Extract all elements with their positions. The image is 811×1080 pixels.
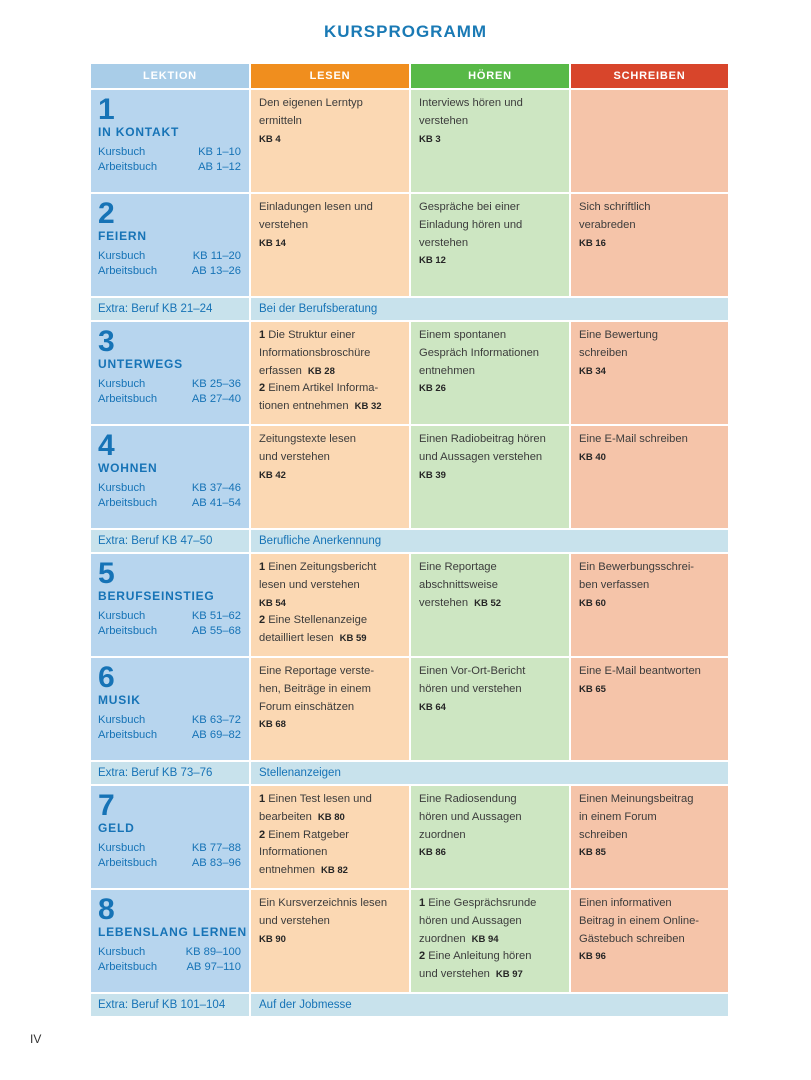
- cell-line: [259, 716, 401, 734]
- cell-line: [419, 809, 561, 827]
- kb-reference: KB 86: [419, 847, 446, 859]
- cell-line: [579, 431, 720, 449]
- cell-text: Zeitungstexte lesen: [259, 433, 357, 445]
- cell-text: Eine E-Mail schreiben: [579, 433, 688, 445]
- cell-line: [419, 844, 561, 862]
- header-lektion: LEKTION: [91, 64, 249, 88]
- cell-line: [259, 791, 401, 809]
- cell-line: [579, 577, 720, 595]
- cell-line: [259, 217, 401, 235]
- cell-text: Den eigenen Lerntyp: [259, 97, 363, 109]
- lesson-number: 8: [98, 893, 115, 926]
- cell-text: tionen entnehmen: [259, 400, 349, 413]
- page-title: KURSPROGRAMM: [323, 22, 488, 41]
- schreiben-cell: [571, 786, 728, 888]
- kb-reference: KB 3: [419, 133, 441, 145]
- kursbuch-line: [98, 378, 241, 390]
- lesen-cell: [251, 90, 409, 192]
- cell-line: [419, 699, 561, 717]
- cell-line: [579, 844, 720, 862]
- cell-line: [259, 380, 401, 398]
- lesen-cell: [251, 786, 409, 888]
- arbeitsbuch-line: [98, 161, 241, 173]
- lesson-name: UNTERWEGS: [98, 357, 183, 371]
- cell-line: [259, 363, 401, 381]
- cell-text: Gespräch Informationen: [419, 346, 540, 359]
- cell-line: [419, 217, 561, 235]
- kb-reference: KB 26: [419, 383, 446, 395]
- arbeitsbuch-label: Arbeitsbuch: [98, 857, 158, 869]
- arbeitsbuch-label: Arbeitsbuch: [98, 393, 158, 405]
- hoeren-cell: [411, 426, 569, 528]
- hoeren-cell: [411, 194, 569, 296]
- schreiben-cell: [571, 90, 728, 192]
- kb-reference: KB 60: [579, 597, 606, 609]
- cell-line: [419, 931, 561, 949]
- cell-line: [259, 699, 401, 717]
- cell-text: verstehen: [259, 218, 309, 231]
- extra-beruf-topic: Bei der Berufsberatung: [251, 298, 728, 320]
- item-number: 1: [259, 793, 269, 805]
- kursbuch-line: [98, 250, 241, 262]
- cell-line: [579, 559, 720, 577]
- cell-line: [579, 345, 720, 363]
- cell-line: [259, 113, 401, 131]
- cell-line: [259, 467, 401, 485]
- cell-text: Einladung hören und: [419, 218, 523, 231]
- kb-reference: KB 39: [419, 469, 446, 481]
- cell-line: [579, 595, 720, 613]
- cell-text: Gästebuch schreiben: [579, 932, 685, 945]
- item-number: 2: [419, 950, 429, 963]
- kursbuch-line: [98, 714, 241, 726]
- cell-text: Beitrag in einem Online-: [579, 914, 700, 927]
- cell-text: Einen Zeitungsbericht: [268, 561, 377, 573]
- cell-text: und verstehen: [259, 450, 330, 463]
- cell-text: detailliert lesen: [259, 632, 334, 645]
- cell-text: entnehmen: [419, 364, 475, 377]
- cell-line: [259, 827, 401, 845]
- lesson-name: GELD: [98, 821, 135, 835]
- cell-line: [259, 449, 401, 467]
- cell-line: [579, 327, 720, 345]
- cell-line: [419, 948, 561, 966]
- cell-text: Ein Bewerbungsschrei-: [579, 561, 695, 573]
- kursbuch-line: [98, 482, 241, 494]
- kursbuch-label: Kursbuch: [98, 842, 146, 854]
- lesson-cell: [91, 426, 249, 528]
- item-number: 2: [259, 828, 269, 841]
- extra-beruf-label: Extra: Beruf KB 47–50: [91, 530, 249, 552]
- lesson-cell: [91, 658, 249, 760]
- cell-line: [419, 966, 561, 984]
- cell-line: [419, 681, 561, 699]
- kb-reference: KB 28: [307, 365, 335, 377]
- lesen-cell: [251, 658, 409, 760]
- kursbuch-pages: KB 51–62: [191, 610, 241, 622]
- extra-beruf-label: Extra: Beruf KB 21–24: [91, 298, 249, 320]
- cell-line: [419, 595, 561, 613]
- arbeitsbuch-line: [98, 625, 241, 637]
- lesson-name: IN KONTAKT: [98, 125, 180, 139]
- arbeitsbuch-pages: AB 97–110: [186, 961, 241, 973]
- schreiben-cell: [571, 426, 728, 528]
- cell-text: entnehmen: [259, 864, 315, 877]
- extra-beruf-label: Extra: Beruf KB 101–104: [91, 994, 249, 1016]
- lesson-name: LEBENSLANG LERNEN: [98, 925, 247, 939]
- hoeren-cell: [411, 322, 569, 424]
- cell-line: [419, 327, 561, 345]
- lesen-cell: [251, 322, 409, 424]
- cell-line: [419, 467, 561, 485]
- cell-line: [259, 895, 401, 913]
- arbeitsbuch-line: [98, 265, 241, 277]
- kursbuch-pages: KB 77–88: [191, 842, 241, 854]
- lesen-cell: [251, 194, 409, 296]
- cell-line: [419, 199, 561, 217]
- cell-text: Ein Kursverzeichnis lesen: [259, 897, 388, 909]
- cell-line: [419, 663, 561, 681]
- cell-text: hören und Aussagen: [419, 810, 522, 823]
- kb-reference: KB 64: [419, 701, 446, 713]
- kb-reference: KB 14: [259, 237, 286, 249]
- arbeitsbuch-label: Arbeitsbuch: [98, 729, 158, 741]
- cell-line: [419, 791, 561, 809]
- cell-text: Eine Reportage: [419, 561, 497, 573]
- lesson-cell: [91, 90, 249, 192]
- kb-reference: KB 4: [259, 133, 281, 145]
- cell-line: [419, 895, 561, 913]
- kb-reference: KB 42: [259, 469, 286, 481]
- kursbuch-pages: KB 89–100: [185, 946, 241, 958]
- schreiben-cell: [571, 194, 728, 296]
- item-number: 1: [259, 561, 269, 573]
- cell-line: [579, 948, 720, 966]
- lesson-cell: [91, 786, 249, 888]
- lesson-cell: [91, 322, 249, 424]
- kursbuch-pages: KB 37–46: [191, 482, 241, 494]
- lesson-name: MUSIK: [98, 693, 141, 707]
- kb-reference: KB 40: [579, 451, 606, 463]
- kursbuch-label: Kursbuch: [98, 714, 146, 726]
- header-hoeren: HÖREN: [411, 64, 569, 88]
- lesson-cell: [91, 554, 249, 656]
- kursbuch-label: Kursbuch: [98, 378, 146, 390]
- cell-line: [259, 559, 401, 577]
- arbeitsbuch-label: Arbeitsbuch: [98, 161, 158, 173]
- cell-line: [579, 199, 720, 217]
- cell-text: Einem Artikel Informa-: [268, 382, 379, 395]
- hoeren-cell: [411, 890, 569, 992]
- cell-text: verstehen: [419, 114, 469, 127]
- cell-line: [259, 913, 401, 931]
- lesson-name: BERUFSEINSTIEG: [98, 589, 215, 603]
- kb-reference: KB 54: [259, 597, 286, 609]
- lesen-cell: [251, 890, 409, 992]
- cell-line: [259, 577, 401, 595]
- item-number: 1: [419, 897, 429, 909]
- arbeitsbuch-pages: AB 83–96: [191, 857, 241, 869]
- lesson-number: 4: [98, 429, 115, 462]
- cell-line: [259, 595, 401, 613]
- cell-text: hören und verstehen: [419, 682, 522, 695]
- kb-reference: KB 90: [259, 933, 286, 945]
- cell-line: [259, 630, 401, 648]
- cell-text: abschnittsweise: [419, 578, 498, 591]
- cell-line: [259, 844, 401, 862]
- kb-reference: KB 94: [471, 933, 499, 945]
- cell-text: Einen Radiobeitrag hören: [419, 433, 546, 445]
- cell-text: verabreden: [579, 218, 636, 231]
- cell-text: hen, Beiträge in einem: [259, 682, 371, 695]
- arbeitsbuch-label: Arbeitsbuch: [98, 961, 158, 973]
- arbeitsbuch-pages: AB 13–26: [191, 265, 241, 277]
- arbeitsbuch-line: [98, 961, 241, 973]
- cell-line: [419, 363, 561, 381]
- arbeitsbuch-label: Arbeitsbuch: [98, 497, 158, 509]
- cell-text: Einen Test lesen und: [268, 793, 372, 805]
- lesson-number: 3: [98, 325, 115, 358]
- cell-line: [259, 398, 401, 416]
- cell-line: [579, 895, 720, 913]
- cell-line: [579, 827, 720, 845]
- extra-beruf-topic: Berufliche Anerkennung: [251, 530, 728, 552]
- cell-line: [419, 913, 561, 931]
- kursbuch-pages: KB 1–10: [198, 146, 241, 158]
- kursbuch-label: Kursbuch: [98, 610, 146, 622]
- cell-line: [579, 363, 720, 381]
- cell-line: [259, 862, 401, 880]
- kb-reference: KB 85: [579, 847, 606, 859]
- kursbuch-line: [98, 842, 241, 854]
- cell-text: schreiben: [579, 828, 628, 841]
- arbeitsbuch-pages: AB 55–68: [191, 625, 241, 637]
- cell-text: Einem spontanen: [419, 329, 507, 341]
- cell-text: Sich schriftlich: [579, 201, 651, 213]
- cell-line: [259, 809, 401, 827]
- cell-line: [259, 327, 401, 345]
- cell-line: [259, 199, 401, 217]
- cell-line: [579, 449, 720, 467]
- kb-reference: KB 65: [579, 683, 606, 695]
- cell-line: [419, 827, 561, 845]
- arbeitsbuch-pages: AB 1–12: [198, 161, 241, 173]
- cell-line: [419, 252, 561, 270]
- cell-text: schreiben: [579, 346, 628, 359]
- cell-text: Eine Reportage verste-: [259, 665, 375, 677]
- cell-text: verstehen: [419, 596, 469, 609]
- hoeren-cell: [411, 786, 569, 888]
- lesson-number: 7: [98, 789, 115, 822]
- cell-text: ermitteln: [259, 114, 302, 127]
- cell-text: Eine Gesprächsrunde: [428, 897, 537, 909]
- cell-line: [259, 431, 401, 449]
- extra-beruf-topic: Stellenanzeigen: [251, 762, 728, 784]
- cell-line: [419, 380, 561, 398]
- schreiben-cell: [571, 890, 728, 992]
- cell-text: lesen und verstehen: [259, 578, 360, 591]
- kb-reference: KB 12: [419, 255, 446, 267]
- cell-text: Eine Stellenanzeige: [268, 614, 368, 627]
- item-number: 2: [259, 382, 269, 395]
- arbeitsbuch-line: [98, 393, 241, 405]
- kb-reference: KB 59: [339, 633, 367, 645]
- cell-line: [579, 913, 720, 931]
- arbeitsbuch-pages: AB 41–54: [191, 497, 241, 509]
- cell-line: [579, 663, 720, 681]
- lesson-number: 5: [98, 557, 115, 590]
- schreiben-cell: [571, 322, 728, 424]
- cell-line: [579, 791, 720, 809]
- cell-text: Gespräche bei einer: [419, 201, 520, 213]
- schreiben-cell: [571, 554, 728, 656]
- cell-text: Die Struktur einer: [268, 329, 356, 341]
- kb-reference: KB 82: [320, 865, 348, 877]
- lesson-number: 6: [98, 661, 115, 694]
- page-number: IV: [30, 1032, 42, 1046]
- hoeren-cell: [411, 90, 569, 192]
- cell-line: [419, 113, 561, 131]
- header-lesen: LESEN: [251, 64, 409, 88]
- kursbuch-pages: KB 63–72: [191, 714, 241, 726]
- cell-line: [419, 431, 561, 449]
- lesson-name: FEIERN: [98, 229, 147, 243]
- lesson-cell: [91, 890, 249, 992]
- arbeitsbuch-line: [98, 497, 241, 509]
- cell-line: [419, 235, 561, 253]
- cell-line: [259, 235, 401, 253]
- kursbuch-line: [98, 146, 241, 158]
- schreiben-cell: [571, 658, 728, 760]
- cell-text: Einen informativen: [579, 897, 672, 909]
- arbeitsbuch-line: [98, 729, 241, 741]
- lesson-name: WOHNEN: [98, 461, 158, 475]
- cell-text: und verstehen: [419, 968, 490, 981]
- lesson-number: 1: [98, 93, 115, 126]
- hoeren-cell: [411, 658, 569, 760]
- cell-text: Einen Vor-Ort-Bericht: [419, 665, 526, 677]
- item-number: 1: [259, 329, 269, 341]
- cell-text: Eine Bewertung: [579, 329, 658, 341]
- header-schreiben: SCHREIBEN: [571, 64, 728, 88]
- cell-text: zuordnen: [419, 932, 466, 945]
- cell-text: zuordnen: [419, 828, 466, 841]
- kursbuch-label: Kursbuch: [98, 250, 146, 262]
- cell-line: [419, 559, 561, 577]
- kursbuch-pages: KB 11–20: [192, 250, 241, 262]
- cell-line: [259, 131, 401, 149]
- cell-text: erfassen: [259, 364, 302, 377]
- cell-text: bearbeiten: [259, 810, 312, 823]
- kursbuch-label: Kursbuch: [98, 482, 146, 494]
- kb-reference: KB 34: [579, 365, 606, 377]
- lesson-number: 2: [98, 197, 115, 230]
- cell-text: Informationsbroschüre: [259, 346, 371, 359]
- cell-text: hören und Aussagen: [419, 914, 522, 927]
- cell-line: [579, 235, 720, 253]
- cell-text: Eine Anleitung hören: [428, 950, 532, 963]
- cell-line: [579, 681, 720, 699]
- cell-text: in einem Forum: [579, 810, 657, 823]
- kursbuch-label: Kursbuch: [98, 946, 146, 958]
- lesen-cell: [251, 554, 409, 656]
- cell-text: Eine E-Mail beantworten: [579, 665, 701, 677]
- cell-line: [419, 345, 561, 363]
- kursbuch-line: [98, 610, 241, 622]
- cell-line: [259, 663, 401, 681]
- kb-reference: KB 52: [474, 597, 502, 609]
- cell-line: [259, 612, 401, 630]
- cell-text: Eine Radiosendung: [419, 793, 517, 805]
- course-program-table: [91, 64, 728, 1016]
- arbeitsbuch-line: [98, 857, 241, 869]
- cell-text: Einen Meinungsbeitrag: [579, 793, 694, 805]
- cell-line: [259, 681, 401, 699]
- lesen-cell: [251, 426, 409, 528]
- cell-text: Informationen: [259, 846, 328, 859]
- cell-line: [579, 809, 720, 827]
- kb-reference: KB 16: [579, 237, 606, 249]
- kb-reference: KB 68: [259, 719, 286, 731]
- arbeitsbuch-label: Arbeitsbuch: [98, 625, 158, 637]
- kursbuch-line: [98, 946, 241, 958]
- hoeren-cell: [411, 554, 569, 656]
- arbeitsbuch-label: Arbeitsbuch: [98, 265, 158, 277]
- cell-text: Interviews hören und: [419, 97, 523, 109]
- kursbuch-label: Kursbuch: [98, 146, 146, 158]
- kursbuch-pages: KB 25–36: [191, 378, 241, 390]
- cell-text: ben verfassen: [579, 578, 650, 591]
- cell-text: Forum einschätzen: [259, 700, 355, 713]
- cell-text: Einem Ratgeber: [268, 828, 350, 841]
- item-number: 2: [259, 614, 269, 627]
- extra-beruf-label: Extra: Beruf KB 73–76: [91, 762, 249, 784]
- cell-line: [579, 217, 720, 235]
- kb-reference: KB 96: [579, 951, 606, 963]
- extra-beruf-topic: Auf der Jobmesse: [251, 994, 728, 1016]
- cell-text: und verstehen: [259, 914, 330, 927]
- kb-reference: KB 32: [354, 401, 382, 413]
- cell-line: [259, 345, 401, 363]
- cell-line: [419, 577, 561, 595]
- cell-text: und Aussagen verstehen: [419, 450, 543, 463]
- cell-line: [419, 449, 561, 467]
- cell-line: [259, 95, 401, 113]
- kb-reference: KB 80: [317, 811, 345, 823]
- cell-line: [579, 931, 720, 949]
- kb-reference: KB 97: [495, 969, 523, 981]
- cell-text: Einladungen lesen und: [259, 201, 373, 213]
- lesson-cell: [91, 194, 249, 296]
- cell-line: [419, 95, 561, 113]
- cell-line: [419, 131, 561, 149]
- cell-line: [259, 931, 401, 949]
- arbeitsbuch-pages: AB 27–40: [191, 393, 241, 405]
- arbeitsbuch-pages: AB 69–82: [191, 729, 241, 741]
- cell-text: verstehen: [419, 236, 469, 249]
